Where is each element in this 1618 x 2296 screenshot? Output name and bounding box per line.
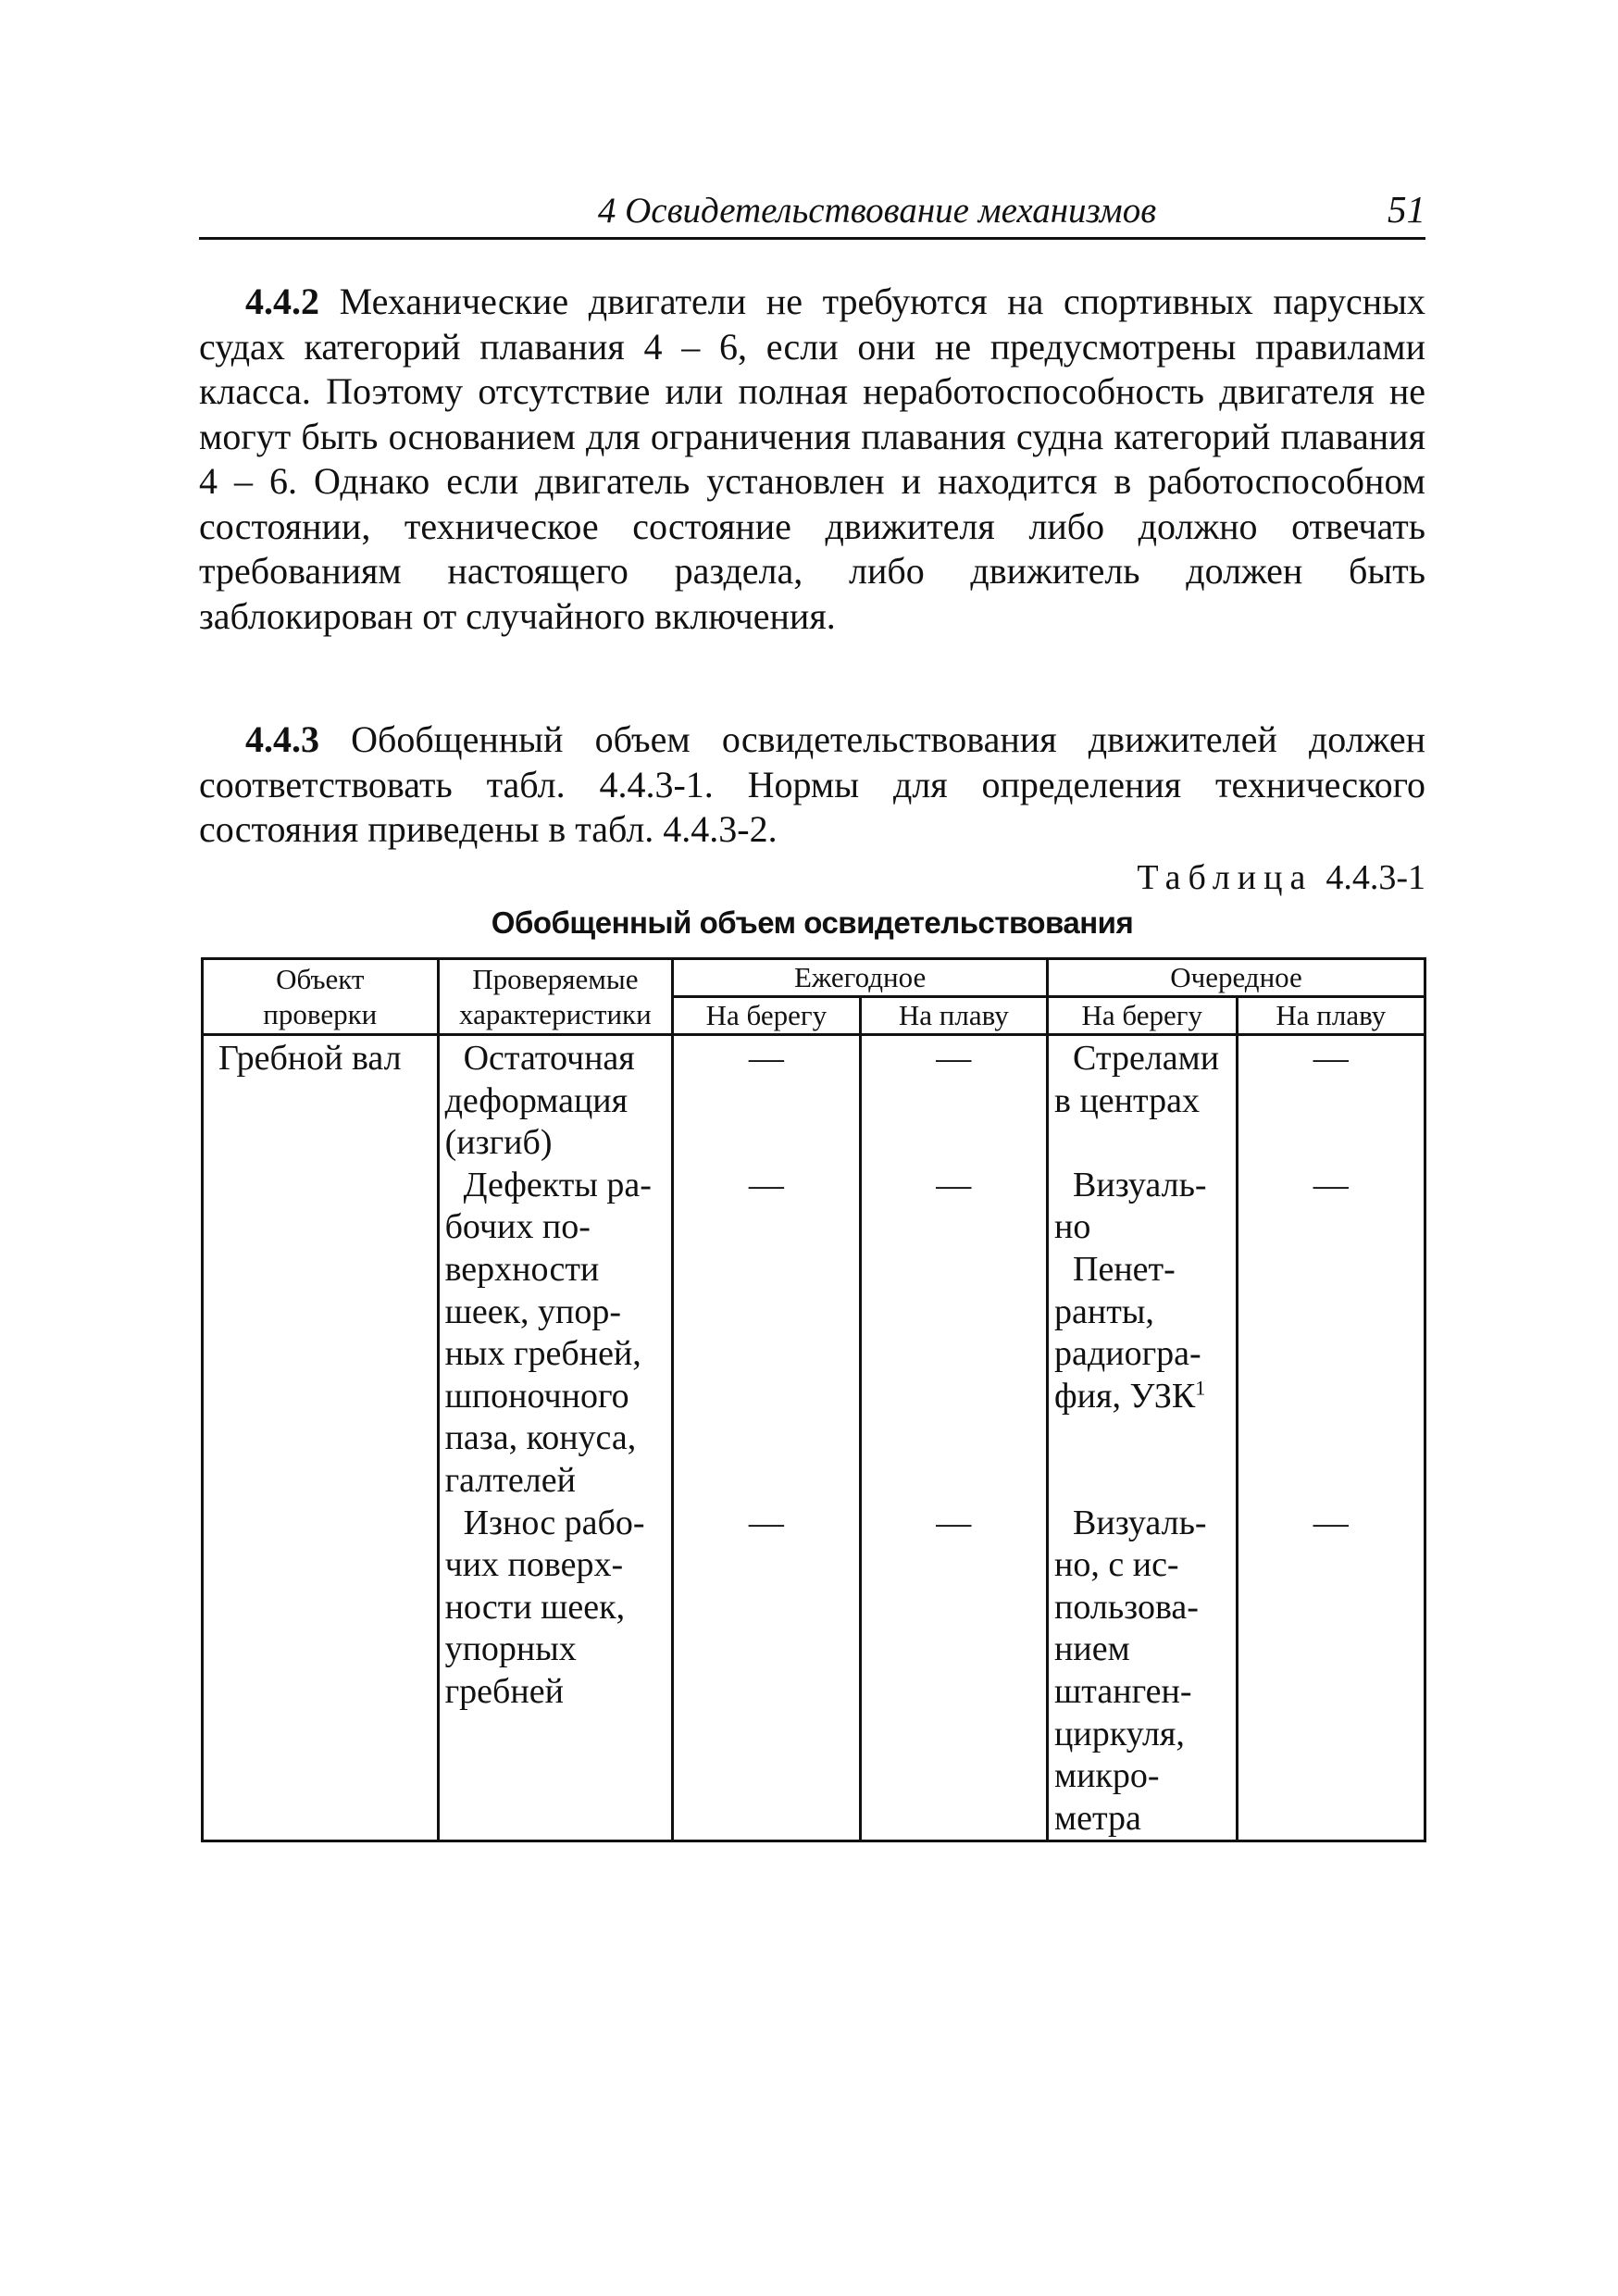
header-characteristics: Проверяемые характеристики	[438, 959, 673, 1035]
paragraph-text: Механические двигатели не требуются на спортивных парусных судах категорий плавания 4 – 6, если они не предусмотрены правилами класса. Поэтому отсутствие или полная неработоспособность двигателя не могут быть основанием для ограничения плавания судна категорий плавания 4 – 6. Однако если двигатель установлен и находится в работоспособном состоянии, техническое состояние движителя либо должно отвечать требованиям настоящего раздела, либо движитель должен быть заблокирован от случайного включения.	[199, 281, 1426, 637]
header-periodic-afloat: На плаву	[1237, 997, 1425, 1035]
header-annual-ashore: На берегу	[673, 997, 860, 1035]
cell-annual-afloat: — — —	[860, 1035, 1047, 1841]
survey-scope-table	[201, 957, 1426, 1842]
table-title: Обобщенный объем освидетельствования	[491, 905, 1134, 940]
paragraph-text: Обобщенный объем освидетельствования движителей должен соответствовать табл. 4.4.3-1. Нормы для определения технического состояния приведены в табл. 4.4.3-2.	[199, 718, 1426, 850]
running-head	[199, 185, 1425, 240]
paragraph-4-4-3	[199, 718, 1425, 853]
cell-annual-ashore: — — —	[673, 1035, 860, 1841]
cell-characteristics: Остаточная деформация (изгиб) Дефекты ра- бочих по- верхности шеек, упор- ных гребней, шпоночного паза, конуса, галтелей Износ рабо- чих поверх- ности шеек, упорных гребней	[438, 1035, 673, 1841]
paragraph-4-4-2	[199, 280, 1425, 639]
header-object: Объект проверки	[203, 959, 439, 1035]
header-periodic: Очередное	[1048, 959, 1425, 997]
paragraph-number: 4.4.2	[245, 281, 319, 322]
running-head-title: 4 Освидетельствование механизмов	[597, 191, 1157, 231]
cell-object: Гребной вал	[203, 1035, 439, 1841]
cell-periodic-ashore: Стрелами в центрах Визуаль- но Пенет- ранты, радиогра- фия, УЗК$^1$ Визуаль- но, с ис- пользова- нием штанген- циркуля, микро- метра	[1048, 1035, 1237, 1841]
paragraph-number: 4.4.3	[245, 718, 319, 760]
table-label-word: Таблица	[1137, 858, 1313, 897]
table-label-number: 4.4.3-1	[1326, 858, 1425, 897]
page-number: 51	[1388, 188, 1425, 231]
cell-periodic-afloat: — — —	[1237, 1035, 1425, 1841]
header-annual-afloat: На плаву	[860, 997, 1047, 1035]
header-annual: Ежегодное	[673, 959, 1048, 997]
table-label	[1137, 857, 1425, 898]
header-periodic-ashore: На берегу	[1048, 997, 1237, 1035]
